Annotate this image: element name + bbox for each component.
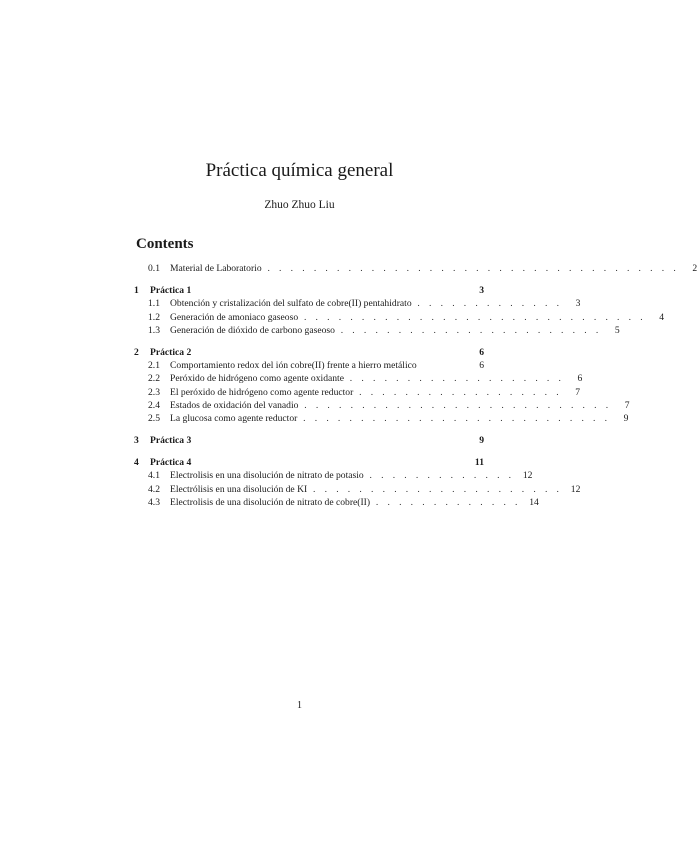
toc-entry-4-1[interactable]: 4.1 Electrolisis en una disolución de nitrato de potasio . . . . . . . . . . . . . 12 <box>134 469 484 482</box>
toc-chapter-3[interactable] <box>134 434 484 447</box>
toc-entry-title: Peróxido de hidrógeno como agente oxidante <box>170 373 344 385</box>
toc-entry-page: 9 <box>623 412 629 424</box>
toc-entry-number: 4.1 <box>148 470 160 482</box>
document-title: Práctica química general <box>205 160 394 181</box>
toc-entry-title: Electrolisis de una disolución de nitrato de cobre(II) <box>170 496 371 508</box>
toc-entry-number: 0.1 <box>148 263 160 274</box>
toc-entry-number: 1.3 <box>148 324 160 336</box>
toc-entry-page: 7 <box>624 399 630 411</box>
contents-heading: Contents <box>136 236 194 252</box>
toc-entry-title: Electrólisis en una disolución de KI <box>170 483 308 495</box>
document-author: Zhuo Zhuo Liu <box>264 199 335 211</box>
toc-entry-title: Electrolisis en una disolución de nitrato de potasio <box>170 470 364 482</box>
toc-chapter-number: 4 <box>134 457 139 469</box>
toc-entry-number: 2.1 <box>148 360 160 372</box>
toc-entry-page: 14 <box>529 496 539 508</box>
toc-entry-page: 6 <box>479 360 484 372</box>
toc-entry-0-1[interactable]: 0.1 Material de Laboratorio . . . . . . . . . . . . . . . . . . . . . . . . . . . . . . . . . . . . 2 <box>134 262 484 275</box>
toc-chapter-page: 11 <box>474 457 484 469</box>
toc-chapter-title: Práctica 1 <box>150 285 192 297</box>
toc-entry-page: 3 <box>575 298 581 310</box>
toc-entry-number: 1.1 <box>148 298 160 310</box>
toc-entry-title: La glucosa como agente reductor <box>170 412 298 424</box>
toc-chapter-page: 6 <box>479 346 484 358</box>
toc-chapter-2[interactable] <box>134 346 484 359</box>
toc-entry-1-1[interactable]: 1.1 Obtención y cristalización del sulfato de cobre(II) pentahidrato . . . . . . . . . . . . . 3 <box>134 297 484 310</box>
toc-entry-number: 2.5 <box>148 412 160 424</box>
toc-chapter-title: Práctica 2 <box>150 346 192 358</box>
toc-chapter-page: 3 <box>479 285 484 297</box>
toc-chapter-1[interactable] <box>134 284 484 297</box>
toc-entry-4-2[interactable]: 4.2 Electrólisis en una disolución de KI . . . . . . . . . . . . . . . . . . . . . . 12 <box>134 483 484 496</box>
toc-entry-2-5[interactable]: 2.5 La glucosa como agente reductor . . . . . . . . . . . . . . . . . . . . . . . . . . . 9 <box>134 412 484 425</box>
toc-entry-2-4[interactable]: 2.4 Estados de oxidación del vanadio . . . . . . . . . . . . . . . . . . . . . . . . . . . 7 <box>134 399 484 412</box>
toc-entry-page: 5 <box>614 324 620 336</box>
toc-entry-number: 2.2 <box>148 373 160 385</box>
page-number: 1 <box>297 700 302 711</box>
toc-entry-number: 2.3 <box>148 386 160 398</box>
table-of-contents <box>134 262 697 509</box>
toc-entry-page: 12 <box>522 470 533 482</box>
toc-entry-title: Material de Laboratorio <box>170 263 262 274</box>
toc-entry-title: Comportamiento redox del ión cobre(II) frente a hierro metálico <box>170 360 417 372</box>
toc-entry-page: 6 <box>577 373 583 385</box>
toc-entry-title: Generación de dióxido de carbono gaseoso <box>170 324 335 336</box>
toc-entry-1-2[interactable]: 1.2 Generación de amoniaco gaseoso . . . . . . . . . . . . . . . . . . . . . . . . . . . . . . 4 <box>134 311 484 324</box>
toc-entry-title: Generación de amoniaco gaseoso <box>170 311 299 323</box>
toc-entry-number: 4.3 <box>148 496 160 508</box>
toc-entry-page: 4 <box>659 311 665 323</box>
toc-entry-2-3[interactable]: 2.3 El peróxido de hidrógeno como agente reductor . . . . . . . . . . . . . . . . . . 7 <box>134 386 484 399</box>
toc-entry-1-3[interactable]: 1.3 Generación de dióxido de carbono gaseoso . . . . . . . . . . . . . . . . . . . . . . . 5 <box>134 324 484 337</box>
toc-entry-4-3[interactable]: 4.3 Electrolisis de una disolución de nitrato de cobre(II) . . . . . . . . . . . . . 14 <box>134 496 484 509</box>
toc-entry-title: Obtención y cristalización del sulfato de cobre(II) pentahidrato <box>170 298 412 310</box>
toc-entry-2-2[interactable]: 2.2 Peróxido de hidrógeno como agente oxidante . . . . . . . . . . . . . . . . . . . 6 <box>134 372 484 385</box>
toc-chapter-number: 2 <box>134 346 139 358</box>
toc-entry-number: 4.2 <box>148 483 160 495</box>
toc-chapter-title: Práctica 4 <box>150 457 192 469</box>
toc-entry-number: 1.2 <box>148 311 160 323</box>
toc-chapter-page: 9 <box>479 435 484 447</box>
toc-chapter-4[interactable] <box>134 456 484 469</box>
toc-entry-2-1[interactable] <box>134 359 484 372</box>
toc-entry-title: Estados de oxidación del vanadio <box>170 399 299 411</box>
toc-chapter-number: 3 <box>134 435 139 447</box>
toc-entry-number: 2.4 <box>148 399 160 411</box>
toc-entry-page: 2 <box>692 263 697 274</box>
toc-entry-page: 7 <box>575 386 581 398</box>
toc-entry-title: El peróxido de hidrógeno como agente reductor <box>170 386 354 398</box>
toc-chapter-title: Práctica 3 <box>150 435 192 447</box>
toc-chapter-number: 1 <box>134 285 139 297</box>
toc-entry-page: 12 <box>570 483 581 495</box>
